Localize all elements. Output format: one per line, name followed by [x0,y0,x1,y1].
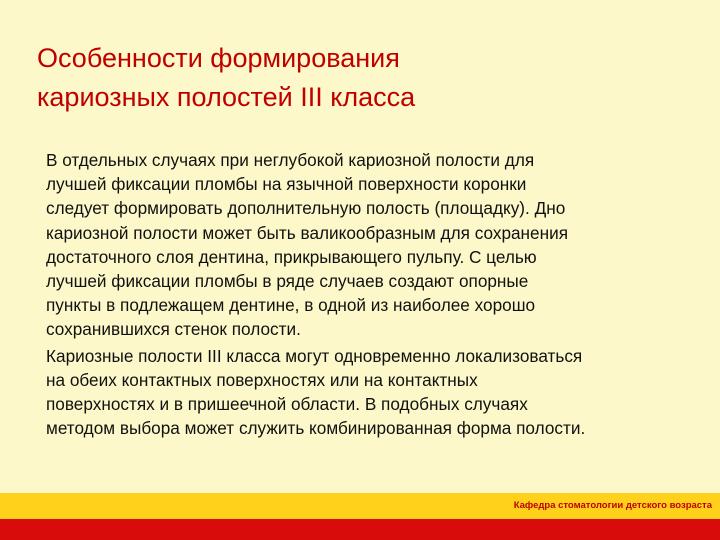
text-line: поверхностях и в пришеечной области. В подобных случаях [46,394,528,415]
paragraph-1 [46,148,686,342]
title-line-1: Особенности формирования [37,43,400,73]
text-line: лучшей фиксации пломбы на язычной поверхности коронки [46,174,527,195]
title-line-2: кариозных полостей III класса [37,82,416,112]
text-line: Кариозные полости III класса могут одновременно локализоваться [46,345,583,366]
slide-title [37,39,677,117]
footer-department-label: Кафедра стоматологии детского возраста [513,500,712,511]
text-line: методом выбора может служить комбинированная форма полости. [46,418,586,439]
text-line: достаточного слоя дентина, прикрывающего пульпу. С целью [46,246,537,267]
footer-band-red [0,519,720,540]
text-line: пункты в подлежащем дентине, в одной из наиболее хорошо [46,295,536,316]
text-line: лучшей фиксации пломбы в ряде случаев создают опорные [46,271,529,292]
paragraph-2 [46,344,686,441]
text-line: В отдельных случаях при неглубокой кариозной полости для [46,150,535,170]
text-line: на обеих контактных поверхностях или на контактных [46,369,478,390]
slide-body [46,148,686,440]
text-line: следует формировать дополнительную полость (площадку). Дно [46,198,566,219]
text-line: сохранившихся стенок полости. [46,319,301,340]
text-line: кариозной полости может быть валикообразным для сохранения [46,222,569,243]
